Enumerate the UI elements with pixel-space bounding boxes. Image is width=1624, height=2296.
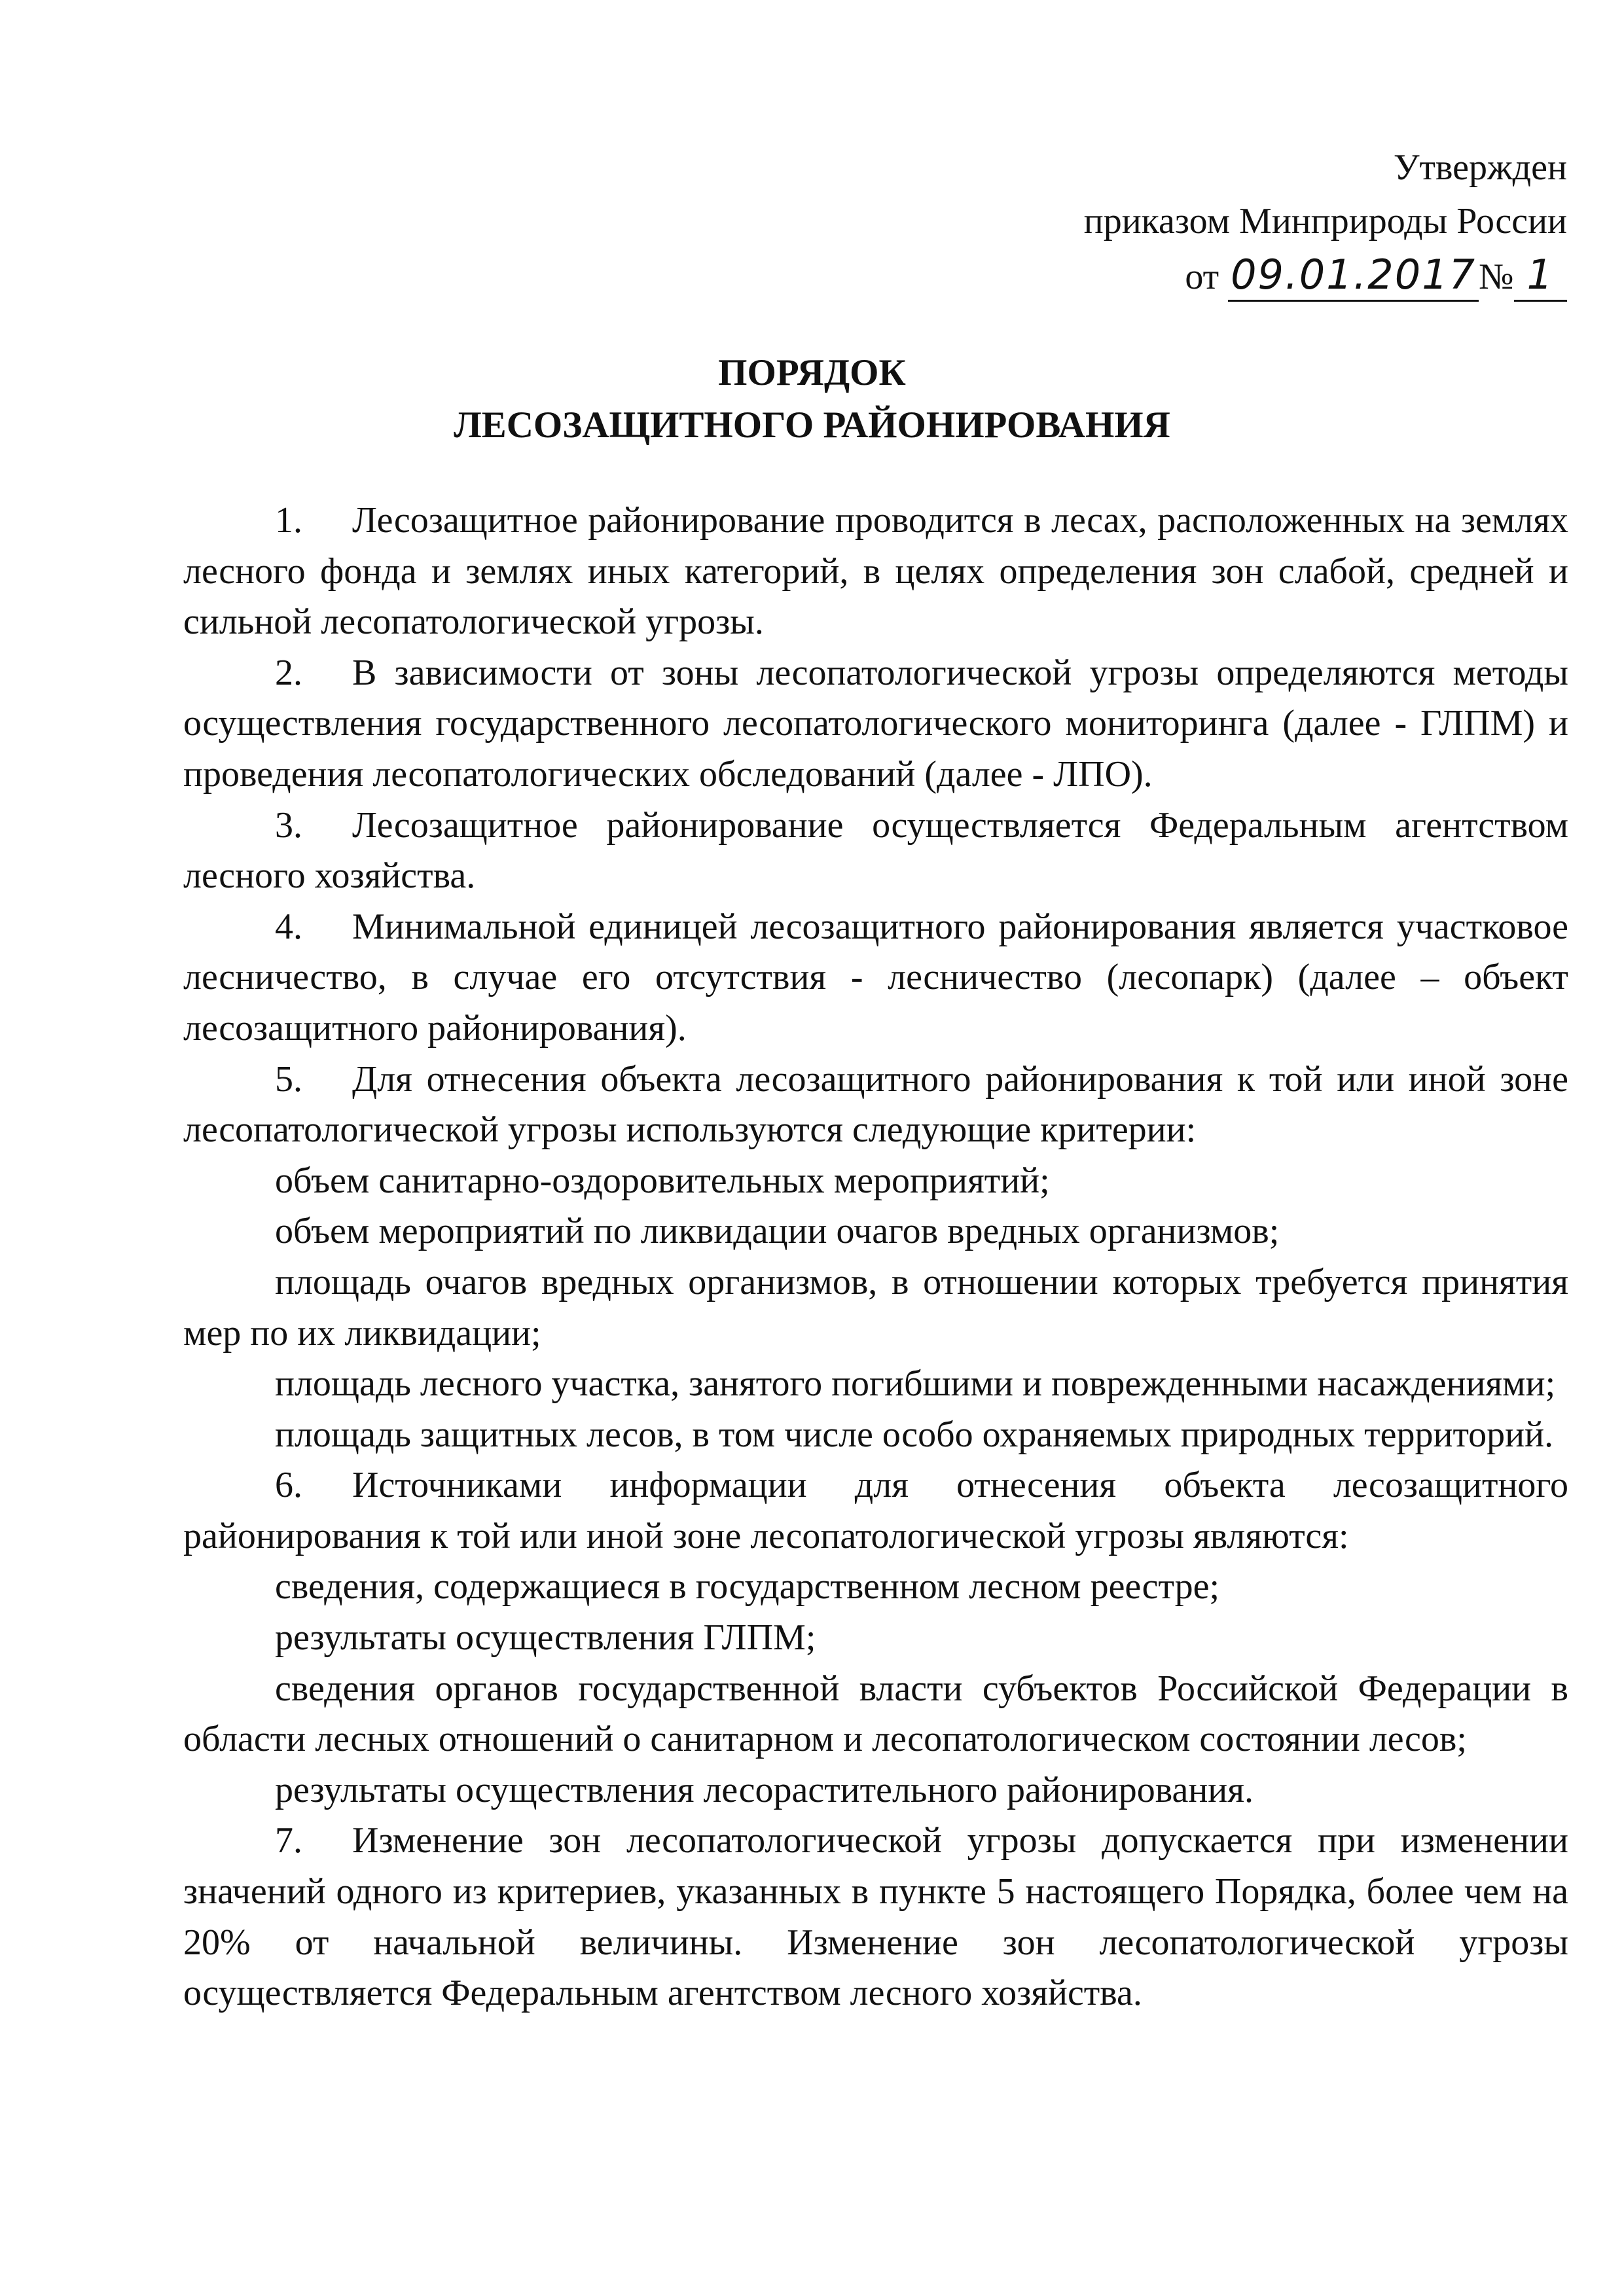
paragraph-2: [183, 648, 1568, 800]
paragraph-3: [183, 800, 1568, 902]
document-title: [0, 347, 1624, 452]
criterion-item: площадь защитных лесов, в том числе особо охраняемых природных территорий.: [275, 1414, 1554, 1455]
handwritten-date: 09.01.2017: [1228, 251, 1479, 302]
criterion-item: площадь очагов вредных организмов, в отношении которых требуется принятия мер по их ликвидации;: [183, 1261, 1568, 1354]
paragraph-number: 4.: [275, 906, 302, 947]
paragraph-1: [183, 495, 1568, 648]
paragraph-7: [183, 1816, 1568, 2018]
paragraph-number: 3.: [275, 804, 302, 846]
approval-label: Утвержден: [1393, 147, 1567, 188]
paragraph-text: В зависимости от зоны лесопатологической угрозы определяются методы осуществления государственного лесопатологического мониторинга (далее - ГЛПМ) и проведения лесопатологических обследований (далее - ЛПО).: [183, 652, 1568, 795]
title-line-1: ПОРЯДОК: [718, 352, 906, 393]
paragraph-text: Источниками информации для отнесения объекта лесозащитного районирования к той или иной зоне лесопатологической угрозы являются:: [183, 1465, 1568, 1556]
source-item: сведения, содержащиеся в государственном лесном реестре;: [275, 1566, 1220, 1607]
paragraph-number: 1.: [275, 500, 302, 541]
source-item: результаты осуществления лесорастительного районирования.: [275, 1769, 1254, 1810]
paragraph-text: Изменение зон лесопатологической угрозы допускается при изменении значений одного из критериев, указанных в пункте 5 настоящего Порядка, более чем на 20% от начальной величины. Изменение зон лесопатологической угрозы осуществляется Федеральным агентством лесного хозяйства.: [183, 1820, 1568, 2014]
approval-block: [1084, 141, 1567, 304]
criterion-item: объем санитарно-оздоровительных мероприятий;: [275, 1160, 1050, 1201]
paragraph-number: 6.: [275, 1465, 302, 1506]
approval-date-line: [1084, 248, 1567, 304]
source-item: результаты осуществления ГЛПМ;: [275, 1617, 816, 1659]
approval-order: приказом Минприроды России: [1083, 201, 1567, 242]
paragraph-5: [183, 1054, 1568, 1156]
paragraph-text: Лесозащитное районирование осуществляется Федеральным агентством лесного хозяйства.: [183, 804, 1568, 897]
paragraph-text: Лесозащитное районирование проводится в лесах, расположенных на землях лесного фонда и землях иных категорий, в целях определения зон слабой, средней и сильной лесопатологической угрозы.: [183, 500, 1568, 643]
paragraph-number: 2.: [275, 652, 302, 693]
title-line-2: ЛЕСОЗАЩИТНОГО РАЙОНИРОВАНИЯ: [454, 404, 1170, 446]
paragraph-6: [183, 1460, 1568, 1562]
source-item: сведения органов государственной власти субъектов Российской Федерации в области лесных отношений о санитарном и лесопатологическом состоянии лесов;: [183, 1668, 1568, 1760]
paragraph-4: [183, 902, 1568, 1054]
paragraph-number: 7.: [275, 1820, 302, 1861]
handwritten-number: 1: [1514, 251, 1567, 302]
paragraph-text: Для отнесения объекта лесозащитного районирования к той или иной зоне лесопатологической угрозы используются следующие критерии:: [183, 1058, 1568, 1151]
paragraph-number: 5.: [275, 1058, 302, 1100]
criterion-item: объем мероприятий по ликвидации очагов вредных организмов;: [275, 1211, 1280, 1252]
document-body: [183, 495, 1568, 2019]
date-prefix: от: [1185, 257, 1219, 297]
criterion-item: площадь лесного участка, занятого погибшими и поврежденными насаждениями;: [275, 1363, 1556, 1405]
number-sign: №: [1479, 257, 1514, 297]
paragraph-text: Минимальной единицей лесозащитного районирования является участковое лесничество, в случае его отсутствия - лесничество (лесопарк) (далее – объект лесозащитного районирования).: [183, 906, 1568, 1049]
